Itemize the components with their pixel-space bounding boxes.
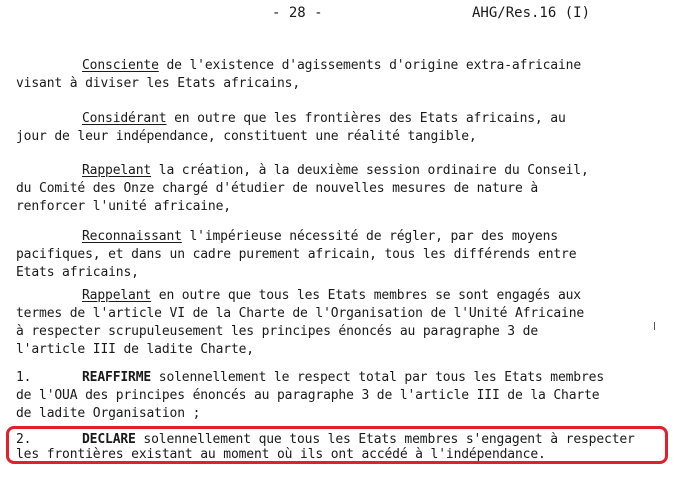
paragraph-text: solennellement le respect total par tous les Etats membres [151, 370, 605, 385]
paragraph-consciente-line-2: visant à diviser les Etats africains, [16, 76, 301, 91]
operative-1-line-2: de l'OUA des principes énoncés au paragraphe 3 de l'article III de la Charte [16, 388, 600, 403]
keyword-rappelant: Rappelant [82, 163, 152, 178]
keyword-declare: DECLARE [82, 432, 136, 447]
keyword-considerant: Considérant [82, 111, 167, 126]
paragraph-considerant-line-1 [82, 110, 566, 128]
paragraph-rappelant-outre-line-2: termes de l'article VI de la Charte de l'Organisation de l'Unité Africaine [16, 306, 585, 321]
keyword-rappelant: Rappelant [82, 288, 152, 303]
paragraph-reconnaissant-line-2: pacifiques, et dans un cadre purement africain, tous les différends entre [16, 247, 577, 262]
paragraph-reconnaissant-line-1 [82, 228, 558, 246]
operative-2-line-2: les frontières existant au moment où ils ont accédé à l'indépendance. [16, 447, 546, 462]
page-number: - 28 - [272, 5, 323, 21]
operative-1-line-3: de ladite Organisation ; [16, 406, 201, 421]
paragraph-rappelant-line-2: du Comité des Onze chargé d'étudier de nouvelles mesures de nature à [16, 181, 539, 196]
margin-mark [654, 322, 655, 330]
paragraph-consciente-line-1 [82, 57, 581, 75]
document-reference: AHG/Res.16 (I) [472, 5, 591, 21]
paragraph-text: de l'existence d'agissements d'origine extra-africaine [158, 58, 581, 73]
paragraph-rappelant-outre-line-3: à respecter scrupuleusement les principes énoncés au paragraphe 3 de [16, 324, 539, 339]
paragraph-text: solennellement que tous les Etats membres s'engagent à respecter [135, 432, 635, 447]
paragraph-rappelant-line-3: renforcer l'unité africaine, [16, 199, 231, 214]
paragraph-text: en outre que tous les Etats membres se sont engagés aux [151, 288, 581, 303]
keyword-reaffirme: REAFFIRME [82, 370, 152, 385]
paragraph-rappelant-outre-line-4: l'article III de ladite Charte, [16, 342, 254, 357]
keyword-consciente: Consciente [82, 58, 159, 73]
operative-1-number: 1. [16, 370, 32, 385]
paragraph-reconnaissant-line-3: Etats africains, [16, 265, 139, 280]
paragraph-considerant-line-2: jour de leur indépendance, constituent une réalité tangible, [16, 129, 477, 144]
operative-1-line-1 [82, 369, 604, 387]
operative-2-number: 2. [16, 432, 32, 447]
paragraph-rappelant-line-1 [82, 162, 589, 180]
paragraph-text: en outre que les frontières des Etats africains, au [166, 111, 566, 126]
paragraph-text: l'impérieuse nécessité de régler, par des moyens [181, 229, 558, 244]
keyword-reconnaissant: Reconnaissant [82, 229, 182, 244]
paragraph-rappelant-outre-line-1 [82, 287, 581, 305]
paragraph-text: la création, à la deuxième session ordinaire du Conseil, [151, 163, 589, 178]
